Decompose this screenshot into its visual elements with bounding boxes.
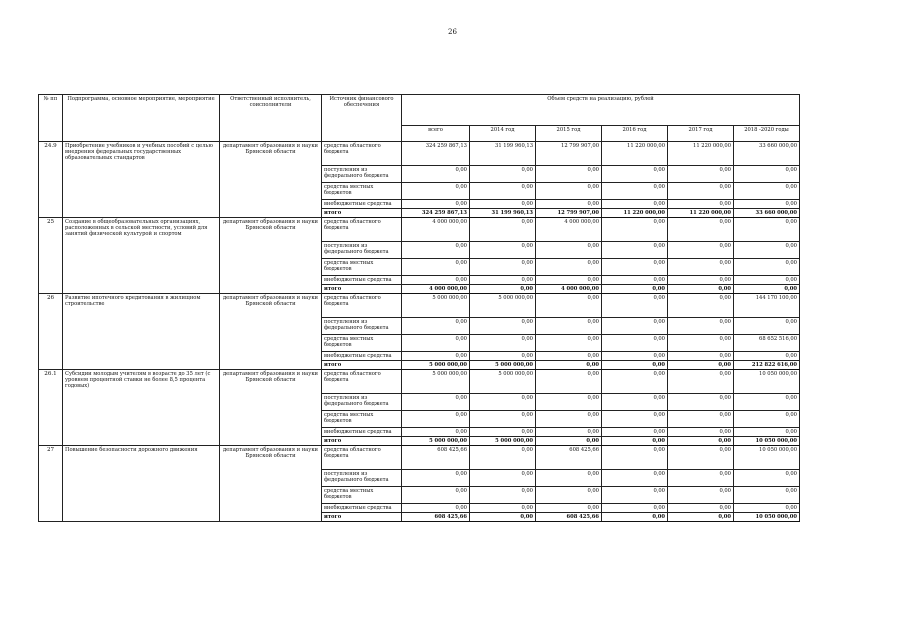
item-name: Приобретение учебников и учебных пособий с целью внедрения федеральных государственных образовательных стандартов <box>63 142 220 218</box>
source-label: средства областного бюджета <box>322 142 402 166</box>
amount-cell: 12 799 907,00 <box>536 209 602 218</box>
amount-cell: 0,00 <box>668 370 734 394</box>
amount-cell: 11 220 000,00 <box>602 209 668 218</box>
amount-cell: 0,00 <box>668 335 734 352</box>
amount-cell: 0,00 <box>602 437 668 446</box>
header-executor: Ответственный исполнитель, соисполнители <box>220 95 322 142</box>
amount-cell: 0,00 <box>536 394 602 411</box>
amount-cell: 0,00 <box>602 259 668 276</box>
amount-cell: 0,00 <box>536 470 602 487</box>
amount-cell: 0,00 <box>602 504 668 513</box>
amount-cell: 0,00 <box>536 411 602 428</box>
amount-cell: 0,00 <box>470 183 536 200</box>
source-label: поступления из федерального бюджета <box>322 242 402 259</box>
amount-cell: 608 425,66 <box>536 513 602 522</box>
source-label: итого <box>322 437 402 446</box>
amount-cell: 0,00 <box>668 446 734 470</box>
amount-cell: 10 050 000,00 <box>734 513 800 522</box>
amount-cell: 0,00 <box>536 504 602 513</box>
amount-cell: 0,00 <box>734 394 800 411</box>
header-year: 2015 год <box>536 126 602 142</box>
source-label: средства местных бюджетов <box>322 411 402 428</box>
amount-cell: 0,00 <box>602 166 668 183</box>
amount-cell: 0,00 <box>734 470 800 487</box>
amount-cell: 0,00 <box>470 446 536 470</box>
amount-cell: 4 000 000,00 <box>402 285 470 294</box>
amount-cell: 0,00 <box>668 361 734 370</box>
source-label: средства местных бюджетов <box>322 335 402 352</box>
table-row <box>39 218 800 242</box>
amount-cell: 0,00 <box>602 513 668 522</box>
amount-cell: 0,00 <box>470 487 536 504</box>
amount-cell: 0,00 <box>402 276 470 285</box>
amount-cell: 0,00 <box>602 276 668 285</box>
amount-cell: 4 000 000,00 <box>402 218 470 242</box>
amount-cell: 0,00 <box>602 370 668 394</box>
amount-cell: 0,00 <box>470 470 536 487</box>
source-label: поступления из федерального бюджета <box>322 166 402 183</box>
amount-cell: 0,00 <box>734 259 800 276</box>
amount-cell: 5 000 000,00 <box>470 370 536 394</box>
amount-cell: 0,00 <box>734 183 800 200</box>
amount-cell: 608 425,66 <box>402 513 470 522</box>
amount-cell: 68 652 516,00 <box>734 335 800 352</box>
amount-cell: 0,00 <box>668 242 734 259</box>
item-executor: департамент образования и науки Брянской области <box>220 218 322 294</box>
amount-cell: 0,00 <box>536 183 602 200</box>
amount-cell: 0,00 <box>602 361 668 370</box>
amount-cell: 0,00 <box>668 183 734 200</box>
amount-cell: 0,00 <box>734 428 800 437</box>
item-executor: департамент образования и науки Брянской области <box>220 142 322 218</box>
source-label: итого <box>322 285 402 294</box>
amount-cell: 10 050 000,00 <box>734 446 800 470</box>
amount-cell: 0,00 <box>402 183 470 200</box>
amount-cell: 0,00 <box>602 470 668 487</box>
amount-cell: 0,00 <box>734 200 800 209</box>
amount-cell: 0,00 <box>470 242 536 259</box>
amount-cell: 5 000 000,00 <box>470 294 536 318</box>
amount-cell: 0,00 <box>602 294 668 318</box>
amount-cell: 0,00 <box>734 242 800 259</box>
amount-cell: 0,00 <box>668 218 734 242</box>
header-source: Источник финансового обеспечения <box>322 95 402 142</box>
amount-cell: 324 259 867,13 <box>402 209 470 218</box>
item-number: 26 <box>39 294 63 370</box>
amount-cell: 0,00 <box>668 437 734 446</box>
amount-cell: 0,00 <box>470 276 536 285</box>
item-name: Создание в общеобразовательных организациях, расположенных в сельской местности, условий для занятий физической культурой и спортом <box>63 218 220 294</box>
amount-cell: 0,00 <box>470 200 536 209</box>
amount-cell: 5 000 000,00 <box>402 361 470 370</box>
amount-cell: 0,00 <box>536 370 602 394</box>
amount-cell: 0,00 <box>402 470 470 487</box>
amount-cell: 0,00 <box>470 218 536 242</box>
source-label: внебюджетные средства <box>322 352 402 361</box>
header-year: 2017 год <box>668 126 734 142</box>
header-name: Подпрограмма, основное мероприятие, мероприятие <box>63 95 220 142</box>
amount-cell: 5 000 000,00 <box>470 437 536 446</box>
amount-cell: 0,00 <box>536 428 602 437</box>
source-label: внебюджетные средства <box>322 504 402 513</box>
amount-cell: 0,00 <box>602 318 668 335</box>
amount-cell: 0,00 <box>668 411 734 428</box>
amount-cell: 0,00 <box>470 513 536 522</box>
item-name: Повышение безопасности дорожного движения <box>63 446 220 522</box>
amount-cell: 0,00 <box>602 242 668 259</box>
item-executor: департамент образования и науки Брянской области <box>220 446 322 522</box>
amount-cell: 0,00 <box>668 487 734 504</box>
amount-cell: 0,00 <box>470 335 536 352</box>
amount-cell: 0,00 <box>668 504 734 513</box>
page-number: 26 <box>448 28 457 36</box>
amount-cell: 0,00 <box>668 200 734 209</box>
amount-cell: 0,00 <box>602 218 668 242</box>
source-label: средства областного бюджета <box>322 370 402 394</box>
header-year: 2014 год <box>470 126 536 142</box>
table-row <box>39 446 800 470</box>
amount-cell: 5 000 000,00 <box>470 361 536 370</box>
amount-cell: 0,00 <box>536 166 602 183</box>
source-label: средства местных бюджетов <box>322 487 402 504</box>
source-label: внебюджетные средства <box>322 276 402 285</box>
table-row <box>39 294 800 318</box>
amount-cell: 0,00 <box>536 200 602 209</box>
amount-cell: 0,00 <box>602 183 668 200</box>
amount-cell: 0,00 <box>536 487 602 504</box>
amount-cell: 0,00 <box>536 352 602 361</box>
amount-cell: 0,00 <box>734 166 800 183</box>
amount-cell: 0,00 <box>602 487 668 504</box>
amount-cell: 0,00 <box>668 294 734 318</box>
item-number: 25 <box>39 218 63 294</box>
amount-cell: 608 425,66 <box>402 446 470 470</box>
amount-cell: 0,00 <box>402 352 470 361</box>
amount-cell: 608 425,66 <box>536 446 602 470</box>
table-row <box>39 370 800 394</box>
amount-cell: 324 259 867,13 <box>402 142 470 166</box>
amount-cell: 0,00 <box>470 259 536 276</box>
source-label: итого <box>322 361 402 370</box>
amount-cell: 0,00 <box>734 285 800 294</box>
amount-cell: 0,00 <box>668 394 734 411</box>
amount-cell: 0,00 <box>402 242 470 259</box>
amount-cell: 5 000 000,00 <box>402 370 470 394</box>
amount-cell: 0,00 <box>536 335 602 352</box>
source-label: средства областного бюджета <box>322 446 402 470</box>
table-header-row <box>39 95 800 126</box>
amount-cell: 0,00 <box>402 504 470 513</box>
amount-cell: 0,00 <box>470 411 536 428</box>
amount-cell: 0,00 <box>602 411 668 428</box>
amount-cell: 0,00 <box>668 470 734 487</box>
amount-cell: 0,00 <box>734 411 800 428</box>
amount-cell: 0,00 <box>602 428 668 437</box>
amount-cell: 0,00 <box>536 276 602 285</box>
header-year: 2016 год <box>602 126 668 142</box>
item-number: 26.1 <box>39 370 63 446</box>
item-number: 24.9 <box>39 142 63 218</box>
amount-cell: 0,00 <box>470 428 536 437</box>
amount-cell: 0,00 <box>536 361 602 370</box>
amount-cell: 212 822 616,00 <box>734 361 800 370</box>
source-label: средства местных бюджетов <box>322 259 402 276</box>
amount-cell: 0,00 <box>536 437 602 446</box>
amount-cell: 0,00 <box>668 513 734 522</box>
amount-cell: 0,00 <box>402 335 470 352</box>
amount-cell: 33 660 000,00 <box>734 209 800 218</box>
amount-cell: 0,00 <box>668 352 734 361</box>
amount-cell: 0,00 <box>402 487 470 504</box>
source-label: средства областного бюджета <box>322 218 402 242</box>
header-volume: Объем средств на реализацию, рублей <box>402 95 800 126</box>
amount-cell: 0,00 <box>402 394 470 411</box>
financing-table <box>38 94 800 522</box>
amount-cell: 0,00 <box>470 352 536 361</box>
header-no: № пп <box>39 95 63 142</box>
amount-cell: 0,00 <box>668 318 734 335</box>
amount-cell: 4 000 000,00 <box>536 218 602 242</box>
item-name: Субсидии молодым учителям в возрасте до 35 лет (с уровнем процентной ставки не более 8,5 процента годовых) <box>63 370 220 446</box>
source-label: поступления из федерального бюджета <box>322 394 402 411</box>
source-label: средства областного бюджета <box>322 294 402 318</box>
amount-cell: 0,00 <box>402 318 470 335</box>
source-label: поступления из федерального бюджета <box>322 470 402 487</box>
amount-cell: 144 170 100,00 <box>734 294 800 318</box>
amount-cell: 0,00 <box>402 200 470 209</box>
item-name: Развитие ипотечного кредитования в жилищном строительстве <box>63 294 220 370</box>
amount-cell: 10 050 000,00 <box>734 370 800 394</box>
amount-cell: 0,00 <box>602 335 668 352</box>
amount-cell: 0,00 <box>402 259 470 276</box>
source-label: поступления из федерального бюджета <box>322 318 402 335</box>
amount-cell: 12 799 907,00 <box>536 142 602 166</box>
amount-cell: 0,00 <box>602 446 668 470</box>
header-year: всего <box>402 126 470 142</box>
amount-cell: 0,00 <box>602 285 668 294</box>
item-executor: департамент образования и науки Брянской области <box>220 370 322 446</box>
table-body <box>39 142 800 522</box>
amount-cell: 0,00 <box>668 166 734 183</box>
amount-cell: 0,00 <box>402 411 470 428</box>
table-row <box>39 142 800 166</box>
amount-cell: 0,00 <box>668 428 734 437</box>
amount-cell: 11 220 000,00 <box>668 142 734 166</box>
amount-cell: 11 220 000,00 <box>602 142 668 166</box>
amount-cell: 33 660 000,00 <box>734 142 800 166</box>
amount-cell: 0,00 <box>668 259 734 276</box>
amount-cell: 0,00 <box>402 428 470 437</box>
amount-cell: 0,00 <box>734 218 800 242</box>
amount-cell: 5 000 000,00 <box>402 294 470 318</box>
amount-cell: 4 000 000,00 <box>536 285 602 294</box>
amount-cell: 0,00 <box>536 294 602 318</box>
amount-cell: 10 050 000,00 <box>734 437 800 446</box>
amount-cell: 0,00 <box>602 394 668 411</box>
amount-cell: 0,00 <box>734 352 800 361</box>
header-year: 2018 -2020 годы <box>734 126 800 142</box>
item-number: 27 <box>39 446 63 522</box>
amount-cell: 5 000 000,00 <box>402 437 470 446</box>
amount-cell: 0,00 <box>470 285 536 294</box>
amount-cell: 0,00 <box>470 166 536 183</box>
amount-cell: 0,00 <box>734 318 800 335</box>
amount-cell: 0,00 <box>470 318 536 335</box>
amount-cell: 0,00 <box>668 276 734 285</box>
source-label: итого <box>322 513 402 522</box>
amount-cell: 0,00 <box>402 166 470 183</box>
source-label: средства местных бюджетов <box>322 183 402 200</box>
amount-cell: 0,00 <box>734 504 800 513</box>
source-label: внебюджетные средства <box>322 200 402 209</box>
amount-cell: 31 199 960,13 <box>470 209 536 218</box>
amount-cell: 0,00 <box>536 259 602 276</box>
amount-cell: 0,00 <box>602 200 668 209</box>
source-label: внебюджетные средства <box>322 428 402 437</box>
amount-cell: 0,00 <box>536 242 602 259</box>
amount-cell: 0,00 <box>470 504 536 513</box>
amount-cell: 0,00 <box>602 352 668 361</box>
amount-cell: 0,00 <box>734 276 800 285</box>
amount-cell: 0,00 <box>536 318 602 335</box>
amount-cell: 0,00 <box>668 285 734 294</box>
source-label: итого <box>322 209 402 218</box>
amount-cell: 0,00 <box>734 487 800 504</box>
amount-cell: 11 220 000,00 <box>668 209 734 218</box>
amount-cell: 0,00 <box>470 394 536 411</box>
amount-cell: 31 199 960,13 <box>470 142 536 166</box>
item-executor: департамент образования и науки Брянской области <box>220 294 322 370</box>
